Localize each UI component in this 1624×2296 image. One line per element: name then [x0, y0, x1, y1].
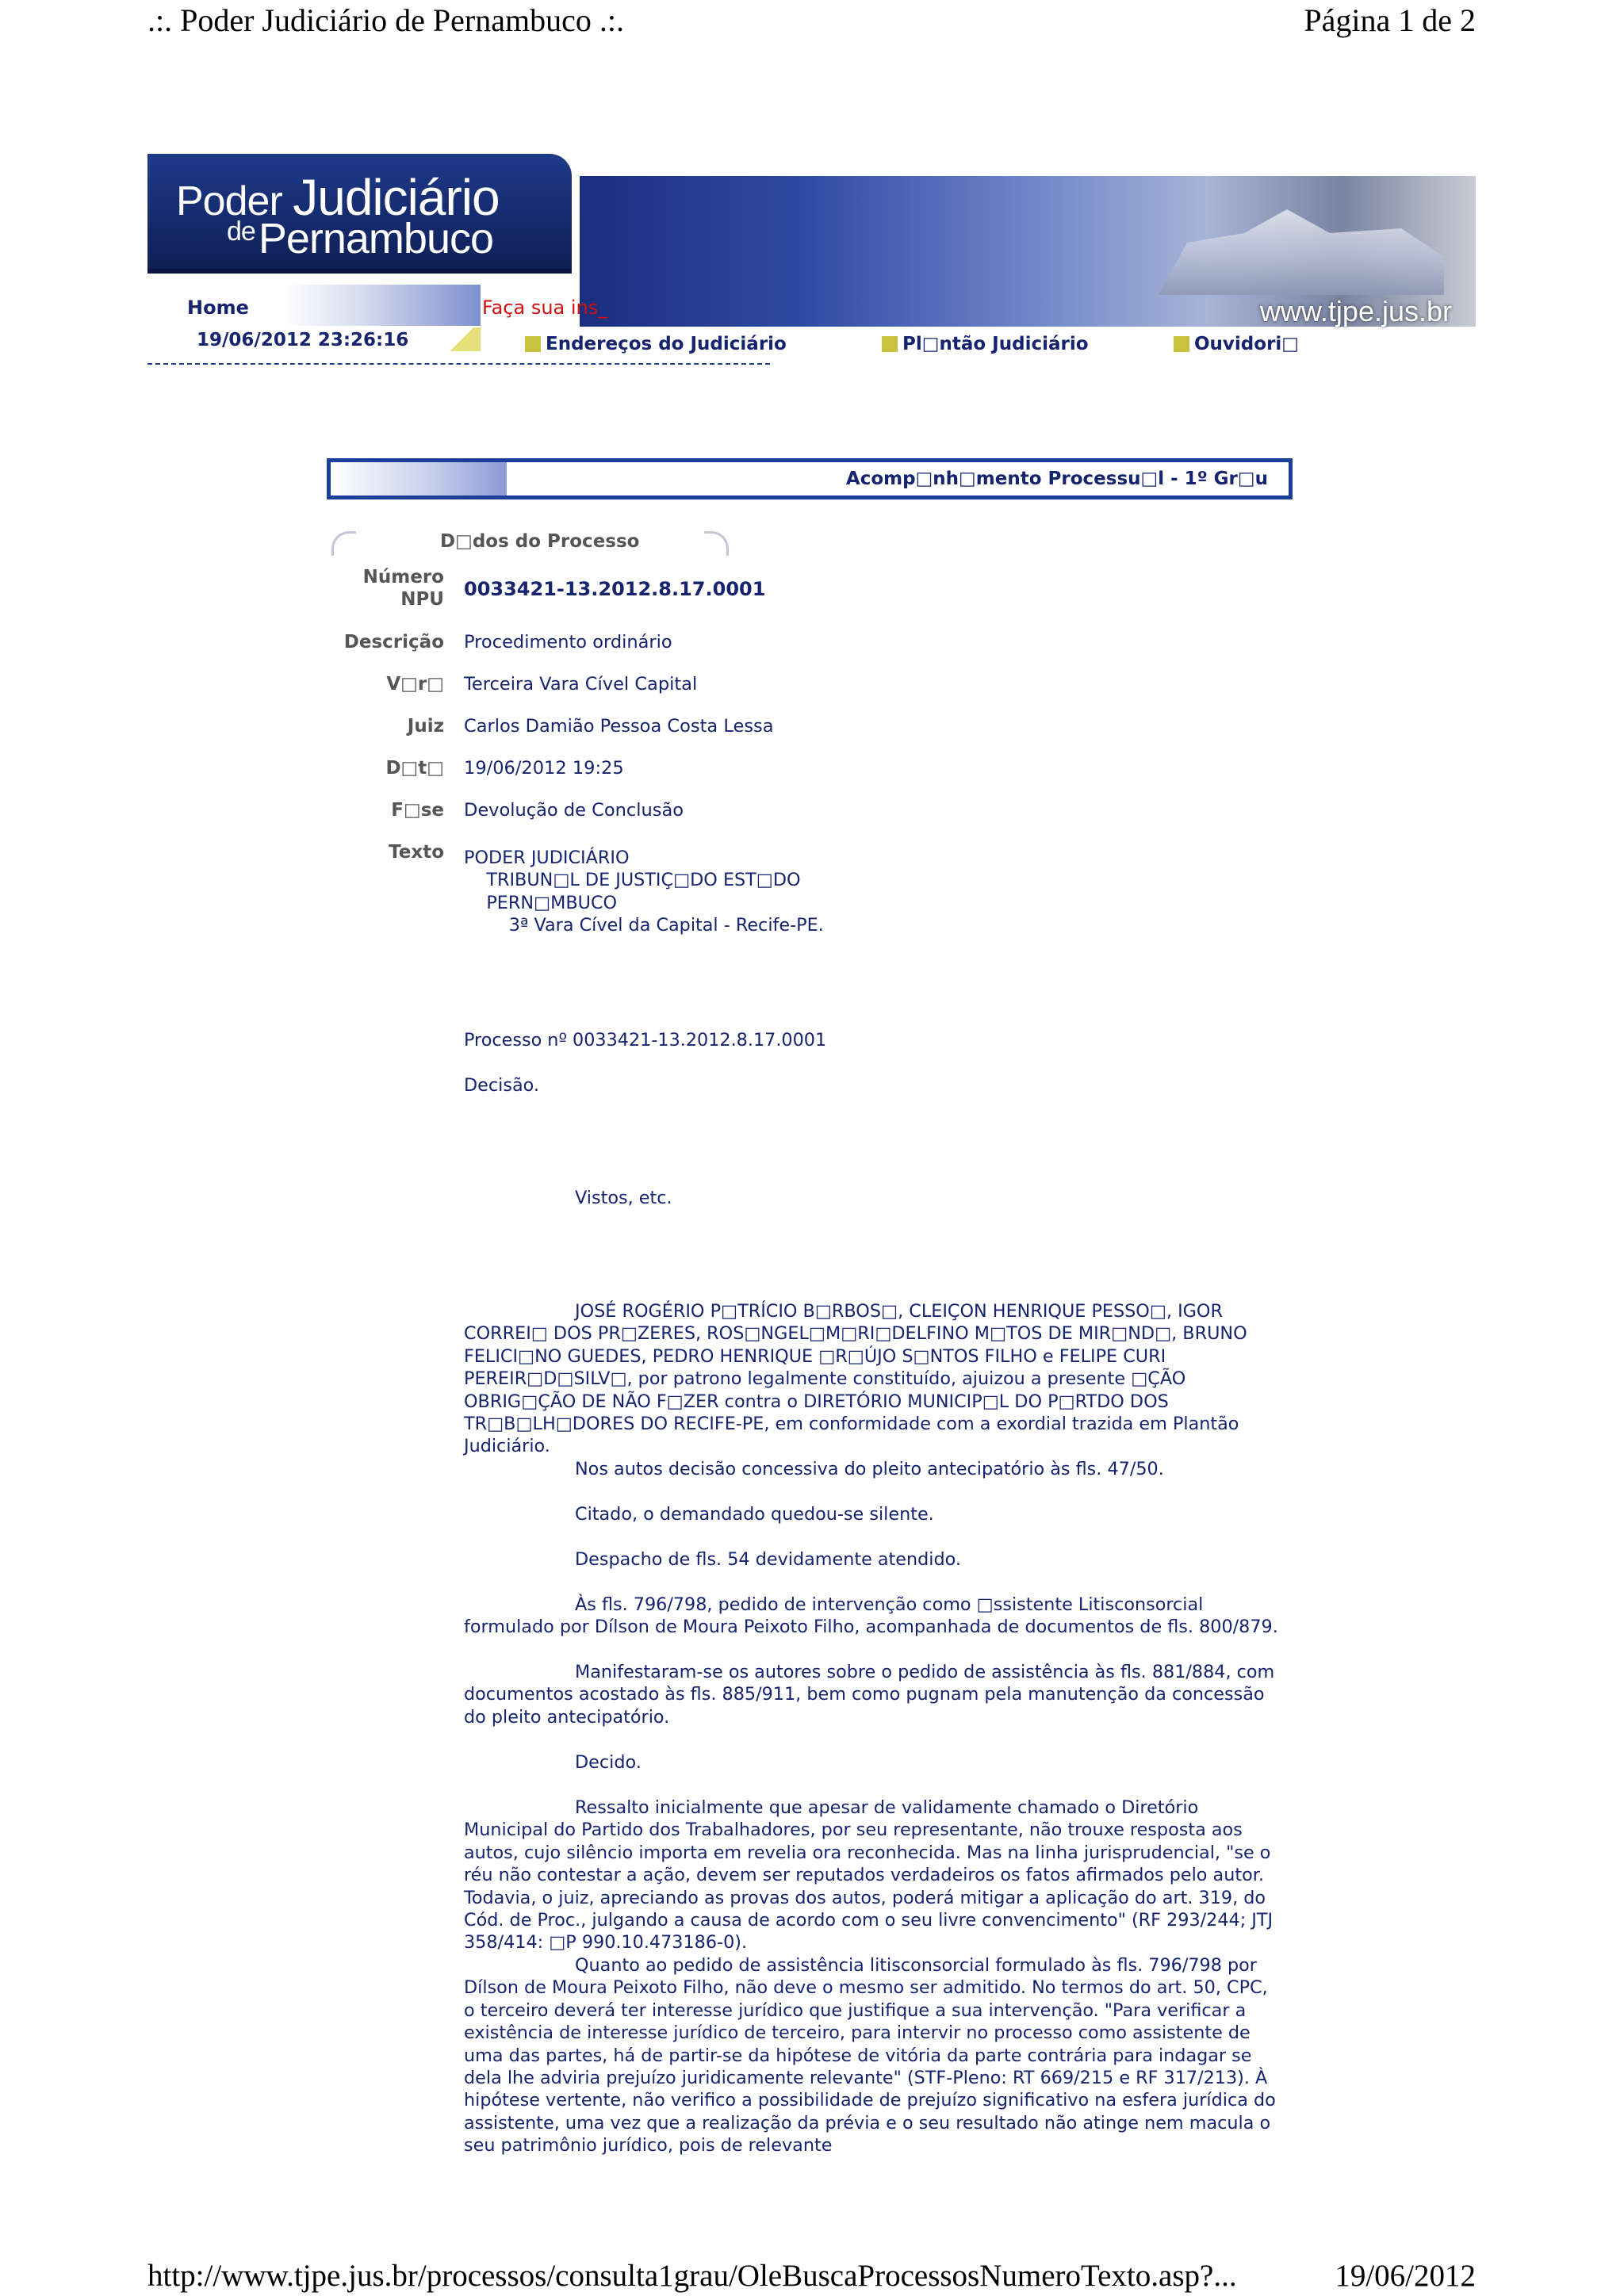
paragraph-8: Ressalto inicialmente que apesar de validamente chamado o Diretório Municipal do Partido dos Trabalhadores, por seu representante, não trouxe resposta aos autos, cujo silêncio importa em revelia ora reconhecida. Mas na linha jurisprudencial, "se o réu não contestar a ação, devem ser reputados verdadeiros os fatos afirmados pelo autor. Todavia, o juiz, apreciando as provas dos autos, poderá mitigar a aplicação do art. 319, do Cód. de Proc., julgando a causa de acordo com o seu livre convencimento" (RF 293/244; JTJ 358/414: □P 990.10.473186-0). [464, 1797, 1274, 1954]
nav-plantao-label: Pl□ntão Judiciário [902, 334, 1089, 354]
texto-header-line-1: PODER JUDICIÁRIO [464, 848, 630, 868]
paragraph-6: Manifestaram-se os autores sobre o pedido de assistência às fls. 881/884, com documentos acostado às fls. 885/911, bem como pugnam pela manutenção da concessão do pleito antecipatório. [464, 1662, 1275, 1728]
numero-label-line-1: Número [362, 567, 444, 587]
paragraph-2: Nos autos decisão concessiva do pleito antecipatório às fls. 47/50. [575, 1459, 1164, 1479]
texto-header-line-2: TRIBUN□L DE JUSTIÇ□DO EST□DO [464, 870, 801, 891]
bullet-icon [525, 336, 541, 352]
banner-tile-accent [449, 327, 481, 351]
processo-number-line: Processo nº 0033421-13.2012.8.17.0001 [464, 1030, 827, 1050]
print-header [147, 2, 1476, 39]
texto-header-line-4: 3ª Vara Cível da Capital - Recife-PE. [464, 915, 824, 936]
descricao-label: Descrição [343, 632, 444, 652]
logo-line-2 [227, 214, 493, 263]
print-title: .:. Poder Judiciário de Pernambuco .:. [147, 2, 624, 38]
page-title-box [327, 458, 1293, 499]
juiz-value: Carlos Damião Pessoa Costa Lessa [464, 716, 774, 737]
title-box-fade-decoration [331, 462, 507, 496]
vistos-line: Vistos, etc. [575, 1188, 672, 1208]
print-footer-date: 19/06/2012 [1335, 2259, 1476, 2293]
site-logo[interactable] [147, 154, 572, 274]
descricao-value: Procedimento ordinário [464, 632, 672, 652]
logo-word-de: de [227, 216, 255, 247]
nav-home-link[interactable]: Home [187, 297, 249, 319]
texto-header-line-3: PERN□MBUCO [464, 892, 618, 913]
site-banner [147, 154, 1476, 354]
bullet-icon [882, 336, 898, 352]
nav-enderecos-link[interactable] [525, 334, 787, 354]
current-datetime: 19/06/2012 23:26:16 [197, 330, 409, 350]
texto-header [464, 847, 1281, 937]
print-page-number: Página 1 de 2 [1304, 2, 1476, 38]
texto-label: Texto [389, 842, 444, 863]
logo-word-pernambuco: Pernambuco [258, 215, 494, 262]
paragraph-1: JOSÉ ROGÉRIO P□TRÍCIO B□RBOS□, CLEIÇON HENRIQUE PESSO□, IGOR CORREI□ DOS PR□ZERES, ROS□NGEL□M□RI□DELFINO M□TOS DE MIR□ND□, BRUNO FELICI□NO GUEDES, PEDRO HENRIQUE □R□ÚJO S□NTOS FILHO e FELIPE CURI PEREIR□D□SILV□, por patrono legalmente constituído, ajuizou a presente □ÇÃO OBRIG□ÇÃO DE NÃO F□ZER contra o DIRETÓRIO MUNICIP□L DO P□RTDO DOS TR□B□LH□DORES DO RECIFE-PE, em conformidade com a exordial trazida em Plantão Judiciário. [464, 1301, 1247, 1457]
nav-divider [147, 363, 770, 365]
data-label: D□t□ [385, 758, 444, 779]
nav-faca-sua-inscricao-link[interactable]: Faça sua ins_ [482, 297, 608, 319]
logo-word-poder: Poder [176, 178, 282, 224]
paragraph-4: Despacho de fls. 54 devidamente atendido. [575, 1549, 961, 1570]
fase-label: F□se [391, 800, 444, 821]
paragraph-9: Quanto ao pedido de assistência litisconsorcial formulado às fls. 796/798 por Dílson de Moura Peixoto Filho, não deve o mesmo ser admitido. No termos do art. 50, CPC, o terceiro deverá ter interesse jurídico que justifique a sua intervenção. "Para verificar a existência de interesse jurídico de terceiro, para intervir no processo como assistente de uma das partes, há de partir-se da hipótese de vitória da parte contrária para indagar se dela lhe adviria prejuízo juridicamente relevante" (STF-Pleno: RT 669/215 e RF 317/213). À hipótese vertente, não verifico a possibilidade de prejuízo significativo na esfera jurídica do assistente, uma vez que a realização da prévia e o seu resultado não atinge nem macula o seu patrimônio jurídico, pois de relevante [464, 1955, 1276, 2156]
vara-value: Terceira Vara Cível Capital [464, 674, 698, 695]
print-footer [147, 2258, 1476, 2294]
nav-plantao-link[interactable] [882, 334, 1089, 354]
print-footer-url: http://www.tjpe.jus.br/processos/consulta1grau/OleBuscaProcessosNumeroTexto.asp?... [147, 2259, 1237, 2293]
juiz-label: Juiz [407, 716, 444, 737]
numero-npu-label [325, 566, 444, 610]
fase-value: Devolução de Conclusão [464, 800, 684, 821]
logo-word-judiciario: Judiciário [293, 169, 500, 226]
corner-right-decoration [704, 531, 729, 556]
paragraph-3: Citado, o demandado quedou-se silente. [575, 1504, 934, 1525]
building-image [1159, 200, 1444, 295]
section-heading: D□dos do Processo [440, 531, 640, 552]
nav-ouvidoria-link[interactable] [1174, 334, 1299, 354]
nav-ouvidoria-label: Ouvidori□ [1194, 334, 1300, 354]
corner-left-decoration [331, 531, 356, 556]
decisao-heading: Decisão. [464, 1075, 539, 1096]
paragraph-7: Decido. [575, 1752, 642, 1773]
numero-label-line-2: NPU [400, 589, 444, 610]
banner-tile-decoration [282, 285, 481, 326]
vara-label: V□r□ [386, 674, 444, 695]
bullet-icon [1174, 336, 1189, 352]
page-title: Acomp□nh□mento Processu□l - 1º Gr□u [845, 469, 1268, 489]
data-value: 19/06/2012 19:25 [464, 758, 624, 779]
banner-photo [580, 176, 1476, 327]
numero-npu-value: 0033421-13.2012.8.17.0001 [464, 578, 766, 600]
nav-enderecos-label: Endereços do Judiciário [546, 334, 787, 354]
paragraph-5: Às fls. 796/798, pedido de intervenção como □ssistente Litisconsorcial formulado por Dílson de Moura Peixoto Filho, acompanhada de documentos de fls. 800/879. [464, 1594, 1278, 1638]
banner-site-url[interactable]: www.tjpe.jus.br [1259, 295, 1452, 327]
